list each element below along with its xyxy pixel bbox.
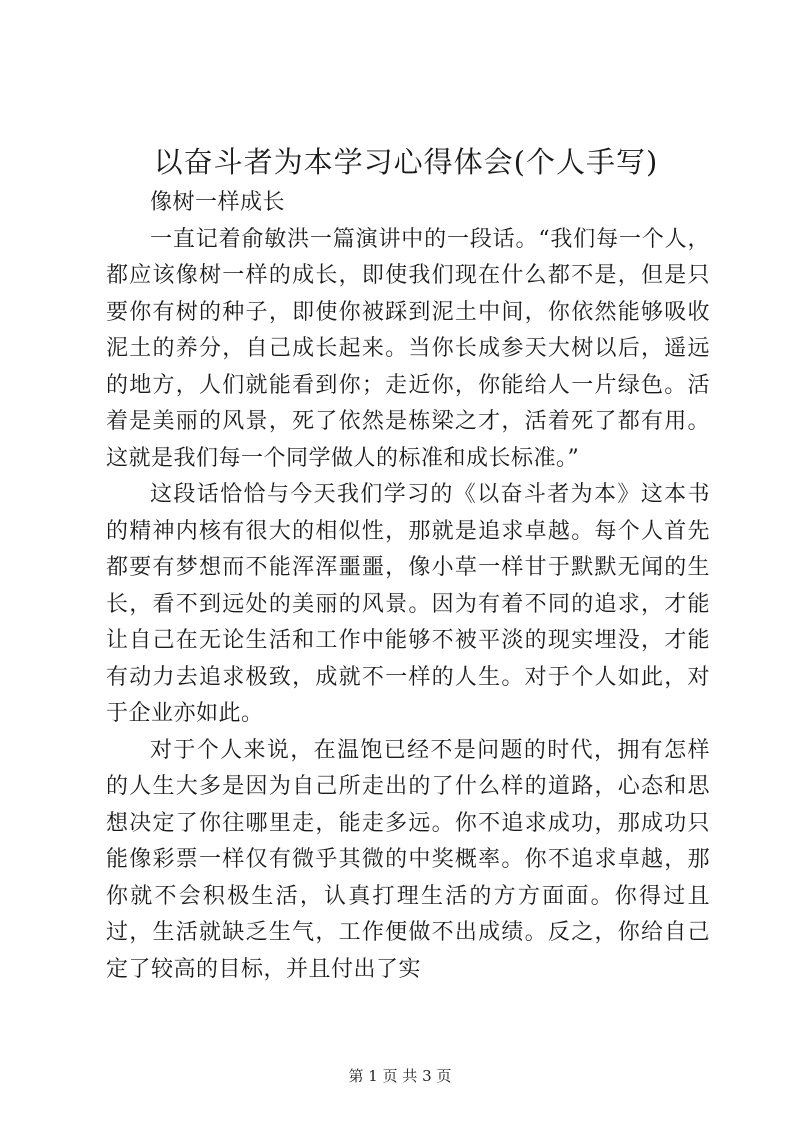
document-subtitle: 像树一样成长	[150, 190, 286, 215]
page-number-footer: 第 1 页 共 3 页	[348, 1067, 452, 1085]
paragraph-2: 这段话恰恰与今天我们学习的《以奋斗者为本》这本书的精神内核有很大的相似性，那就是追求卓越。每个人首先都要有梦想而不能浑浑噩噩，像小草一样甘于默默无闻的生长，看不到远处的美丽的风景。因为有着不同的追求，才能让自己在无论生活和工作中能够不被平淡的现实埋没，才能有动力去追求极致，成就不一样的人生。对于个人如此，对于企业亦如此。	[106, 482, 710, 726]
paragraph-1: 一直记着俞敏洪一篇演讲中的一段话。“我们每一个人，都应该像树一样的成长，即使我们现在什么都不是，但是只要你有树的种子，即使你被踩到泥土中间，你依然能够吸收泥土的养分，自己成长起来。当你长成参天大树以后，遥远的地方，人们就能看到你；走近你，你能给人一片绿色。活着是美丽的风景，死了依然是栋梁之才，活着死了都有用。这就是我们每一个同学做人的标准和成长标准。”	[106, 226, 710, 471]
document-title: 以奋斗者为本学习心得体会(个人手写)	[153, 145, 659, 179]
paragraph-3: 对于个人来说，在温饱已经不是问题的时代，拥有怎样的人生大多是因为自己所走出的了什么样的道路，心态和思想决定了你往哪里走，能走多远。你不追求成功，那成功只能像彩票一样仅有微乎其微的中奖概率。你不追求卓越，那你就不会积极生活，认真打理生活的方方面面。你得过且过，生活就缺乏生气，工作便做不出成绩。反之，你给自己定了较高的目标，并且付出了实	[106, 737, 710, 982]
document-body	[106, 185, 710, 988]
